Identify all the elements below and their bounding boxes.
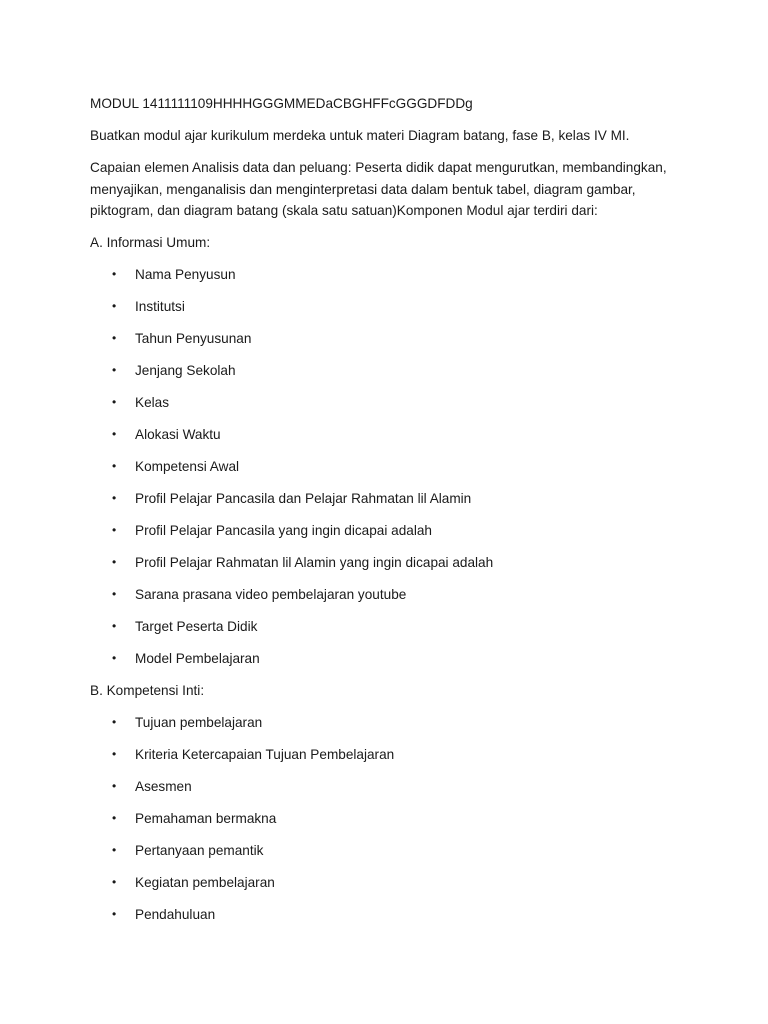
bullet-icon: •	[112, 907, 117, 921]
list-item	[90, 744, 680, 766]
list-item-text: Kegiatan pembelajaran	[135, 875, 275, 890]
list-item-text: Target Peserta Didik	[135, 619, 258, 634]
list-item	[90, 520, 680, 542]
instruction-paragraph: Buatkan modul ajar kurikulum merdeka untuk materi Diagram batang, fase B, kelas IV MI.	[90, 128, 630, 143]
list-item-text: Jenjang Sekolah	[135, 363, 236, 378]
list-item	[90, 872, 680, 894]
list-item-text: Tujuan pembelajaran	[135, 715, 263, 730]
list-item-text: Nama Penyusun	[135, 267, 236, 282]
bullet-icon: •	[112, 267, 117, 281]
list-item-text: Kriteria Ketercapaian Tujuan Pembelajaran	[135, 747, 395, 762]
list-item-text: Pendahuluan	[135, 907, 216, 922]
list-item	[90, 776, 680, 798]
bullet-icon: •	[112, 427, 117, 441]
section-a-list	[90, 264, 680, 670]
bullet-icon: •	[112, 363, 117, 377]
list-item-text: Kompetensi Awal	[135, 459, 240, 474]
section-b-list	[90, 712, 680, 926]
bullet-icon: •	[112, 459, 117, 473]
list-item	[90, 552, 680, 574]
bullet-icon: •	[112, 651, 117, 665]
document-body	[90, 93, 680, 936]
bullet-icon: •	[112, 779, 117, 793]
list-item-text: Model Pembelajaran	[135, 651, 260, 666]
bullet-icon: •	[112, 331, 117, 345]
list-item	[90, 424, 680, 446]
bullet-icon: •	[112, 619, 117, 633]
bullet-icon: •	[112, 491, 117, 505]
list-item	[90, 328, 680, 350]
list-item	[90, 392, 680, 414]
bullet-icon: •	[112, 811, 117, 825]
bullet-icon: •	[112, 875, 117, 889]
list-item	[90, 296, 680, 318]
list-item	[90, 360, 680, 382]
bullet-icon: •	[112, 395, 117, 409]
list-item-text: Pertanyaan pemantik	[135, 843, 264, 858]
list-item	[90, 712, 680, 734]
list-item-text: Kelas	[135, 395, 170, 410]
bullet-icon: •	[112, 715, 117, 729]
list-item-text: Alokasi Waktu	[135, 427, 221, 442]
bullet-icon: •	[112, 747, 117, 761]
list-item-text: Profil Pelajar Pancasila dan Pelajar Rahmatan lil Alamin	[135, 491, 472, 506]
list-item	[90, 616, 680, 638]
list-item-text: Sarana prasana video pembelajaran youtube	[135, 587, 407, 602]
bullet-icon: •	[112, 587, 117, 601]
section-a-heading: A. Informasi Umum:	[90, 235, 211, 250]
bullet-icon: •	[112, 843, 117, 857]
list-item	[90, 840, 680, 862]
document-title: MODUL 1411111109HHHHGGGMMEDaCBGHFFcGGGDFDDg	[90, 96, 473, 111]
bullet-icon: •	[112, 555, 117, 569]
list-item-text: Profil Pelajar Rahmatan lil Alamin yang ingin dicapai adalah	[135, 555, 494, 570]
list-item	[90, 264, 680, 286]
list-item-text: Profil Pelajar Pancasila yang ingin dicapai adalah	[135, 523, 432, 538]
list-item-text: Asesmen	[135, 779, 192, 794]
list-item	[90, 808, 680, 830]
list-item	[90, 456, 680, 478]
list-item	[90, 584, 680, 606]
list-item	[90, 648, 680, 670]
list-item	[90, 488, 680, 510]
section-b-heading: B. Kompetensi Inti:	[90, 683, 205, 698]
capaian-paragraph: Capaian elemen Analisis data dan peluang: Peserta didik dapat mengurutkan, membandingkan, menyajikan, menganalisis dan menginterpretasi data dalam bentuk tabel, diagram gambar, piktogram, dan diagram batang (skala satu satuan)Komponen Modul ajar terdiri dari:	[90, 160, 667, 218]
bullet-icon: •	[112, 523, 117, 537]
list-item-text: Institutsi	[135, 299, 185, 314]
list-item-text: Tahun Penyusunan	[135, 331, 252, 346]
list-item	[90, 904, 680, 926]
list-item-text: Pemahaman bermakna	[135, 811, 277, 826]
bullet-icon: •	[112, 299, 117, 313]
